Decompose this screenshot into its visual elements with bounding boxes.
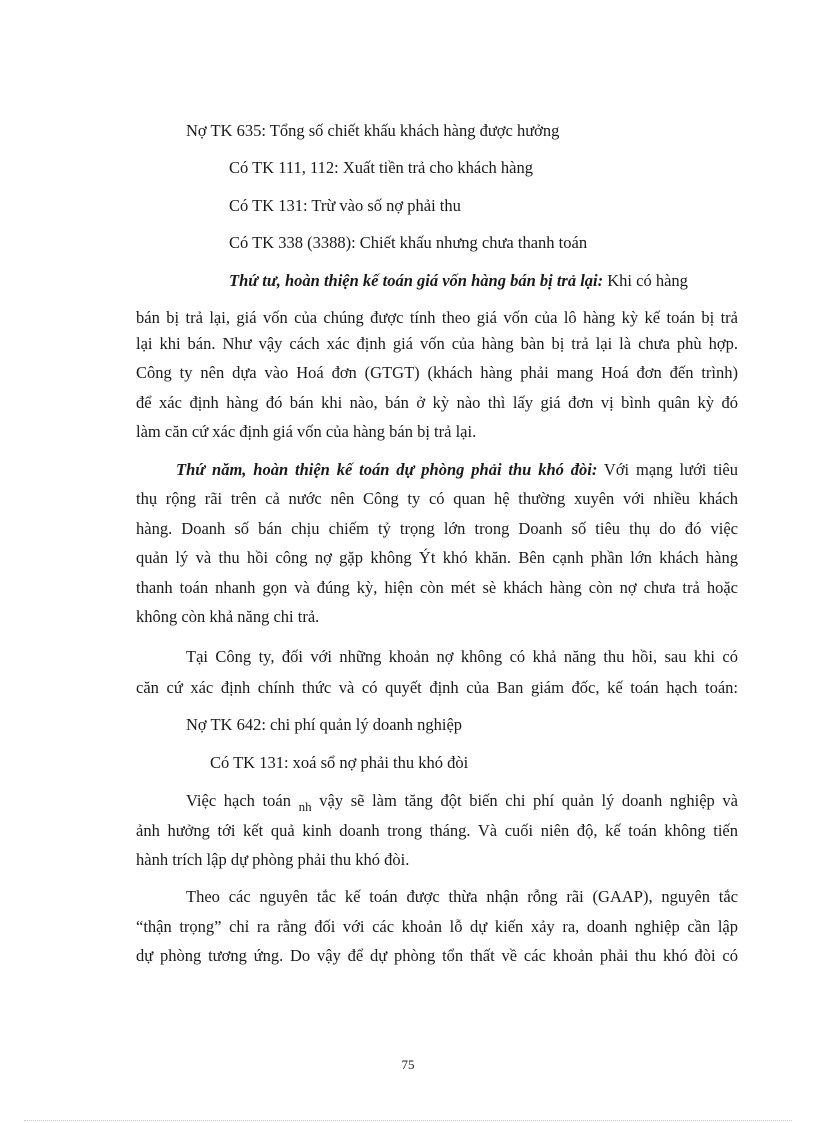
paragraph-line: thanh toán nhanh gọn và đúng kỳ, hiện còn mét sè khách hàng còn nợ chưa trả hoặc xyxy=(136,578,738,597)
paragraph-line: không còn khả năng chi trả. xyxy=(136,607,320,626)
paragraph-line: lại khi bán. Như vậy cách xác định giá vốn của hàng bàn bị trả lại là chưa phù hợp. xyxy=(136,334,738,353)
journal-entry-credit-111-112: Có TK 111, 112: Xuất tiền trả cho khách hàng xyxy=(229,158,533,177)
paragraph-line: làm căn cứ xác định giá vốn của hàng bán bị trả lại. xyxy=(136,422,477,441)
paragraph-line: quản lý và thu hồi công nợ gặp không Ýt khó khăn. Bên cạnh phần lớn khách hàng xyxy=(136,548,738,567)
paragraph-line: Thứ năm, hoàn thiện kế toán dự phòng phải thu khó đòi: Với mạng lưới tiêu xyxy=(176,460,738,479)
subscript-fragment: nh xyxy=(298,799,312,814)
paragraph-line: thụ rộng rãi trên cả nước nên Công ty có quan hệ thường xuyên với nhiều khách xyxy=(136,489,738,508)
section-heading-4: Thứ tư, hoàn thiện kế toán giá vốn hàng bán bị trả lại: xyxy=(229,271,604,290)
paragraph-line: để xác định hàng đó bán khi nào, bán ở kỳ nào thì lấy giá đơn vị bình quân kỳ đó xyxy=(136,393,738,412)
paragraph-line: Công ty nên dựa vào Hoá đơn (GTGT) (khách hàng phải mang Hoá đơn đến trình) xyxy=(136,363,738,382)
paragraph-line: Tại Công ty, đối với những khoản nợ không có khả năng thu hồi, sau khi có xyxy=(186,647,738,666)
paragraph-line: hàng. Doanh số bán chịu chiếm tỷ trọng lớn trong Doanh số tiêu thụ do đó việc xyxy=(136,519,738,538)
section-heading-5: Thứ năm, hoàn thiện kế toán dự phòng phải thu khó đòi: xyxy=(176,460,598,479)
page-bottom-border xyxy=(24,1120,792,1121)
page-number: 75 xyxy=(401,1057,415,1072)
journal-entry-debit-635: Nợ TK 635: Tổng số chiết khấu khách hàng được hưởng xyxy=(186,121,560,140)
paragraph-line: ảnh hưởng tới kết quả kinh doanh trong tháng. Và cuối niên độ, kế toán không tiến xyxy=(136,821,738,840)
paragraph-line: hành trích lập dự phòng phải thu khó đòi. xyxy=(136,850,410,869)
paragraph-line: dự phòng tương ứng. Do vậy để dự phòng tổn thất về các khoản phải thu khó đòi có xyxy=(136,946,738,965)
paragraph-line: Thứ tư, hoàn thiện kế toán giá vốn hàng bán bị trả lại: Khi có hàng xyxy=(229,271,688,290)
journal-entry-credit-131-writeoff: Có TK 131: xoá sổ nợ phải thu khó đòi xyxy=(210,753,469,772)
paragraph-line: “thận trọng” chỉ ra rằng đối với các khoản lỗ dự kiến xảy ra, doanh nghiệp cần lập xyxy=(136,917,738,936)
paragraph-line: Việc hạch toán $_{nh}$ vậy sẽ làm tăng đột biến chi phí quản lý doanh nghiệp và xyxy=(186,791,738,814)
journal-entry-credit-131: Có TK 131: Trừ vào số nợ phải thu xyxy=(229,196,461,215)
journal-entry-credit-338: Có TK 338 (3388): Chiết khấu nhưng chưa thanh toán xyxy=(229,233,588,252)
paragraph-line: Theo các nguyên tắc kế toán được thừa nhận rỗng rãi (GAAP), nguyên tắc xyxy=(186,887,738,906)
paragraph-line: bán bị trả lại, giá vốn của chúng được tính theo giá vốn của lô hàng kỳ kế toán bị trả xyxy=(136,308,738,327)
journal-entry-debit-642: Nợ TK 642: chi phí quản lý doanh nghiệp xyxy=(186,715,463,734)
paragraph-line: căn cứ xác định chính thức và có quyết định của Ban giám đốc, kế toán hạch toán: xyxy=(136,678,738,697)
